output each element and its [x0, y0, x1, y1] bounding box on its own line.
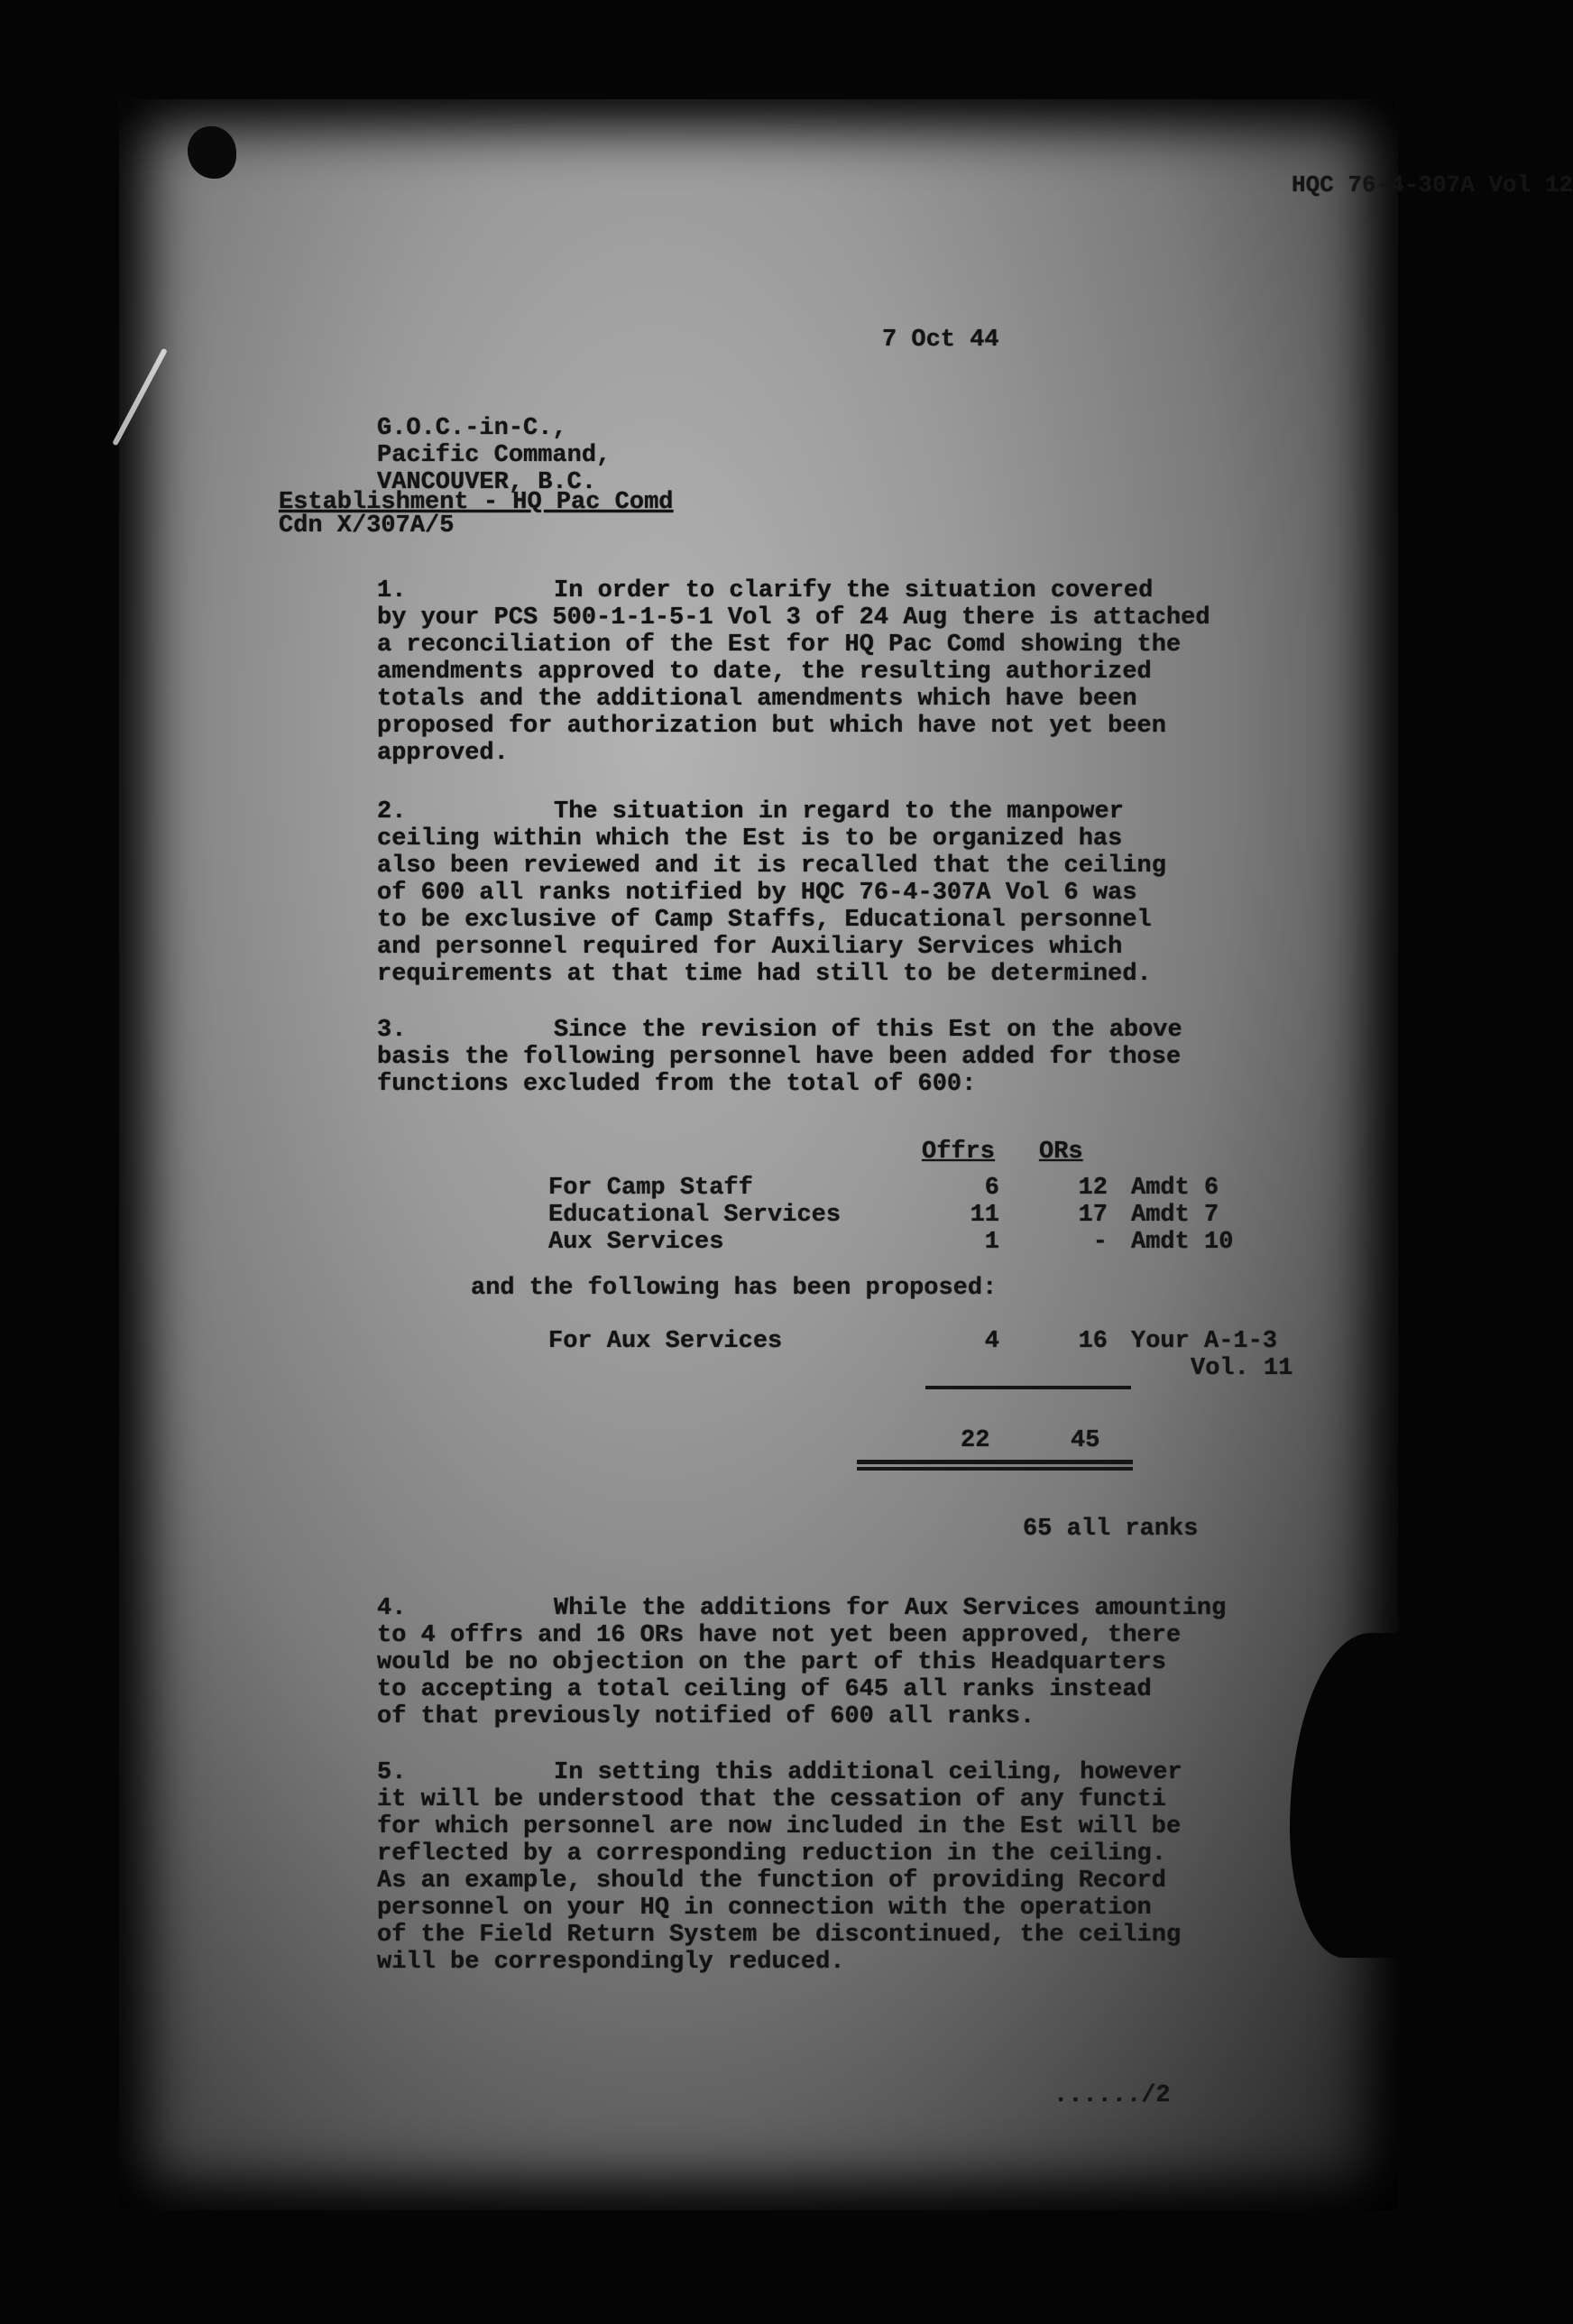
- paragraph-line: basis the following personnel have been added for those: [377, 1044, 1182, 1071]
- subject-title: Establishment - HQ Pac Comd: [279, 489, 674, 516]
- table-row: [548, 1175, 1450, 1202]
- punch-hole: [188, 126, 236, 179]
- torn-edge: [1290, 1633, 1425, 1958]
- paragraph-line: of 600 all ranks notified by HQC 76-4-307A Vol 6 was: [377, 880, 1137, 907]
- paragraph-1: [377, 577, 1210, 767]
- row-ors: 16: [1078, 1328, 1108, 1355]
- double-rule-bottom: [857, 1467, 1133, 1471]
- paragraph-line: As an example, should the function of providing Record: [377, 1868, 1166, 1895]
- paragraph-line: totals and the additional amendments which have been: [377, 686, 1137, 713]
- paragraph-line: and personnel required for Auxiliary Services which: [377, 934, 1123, 961]
- double-rule-top: [857, 1460, 1133, 1464]
- column-header-ors: ORs: [1039, 1139, 1083, 1166]
- paragraph-line: Since the revision of this Est on the above: [554, 1017, 1182, 1044]
- paragraph-line: proposed for authorization but which have not yet been: [377, 713, 1166, 740]
- paragraph-line: to 4 offrs and 16 ORs have not yet been approved, there: [377, 1622, 1182, 1649]
- row-reference-line2: Vol. 11: [1191, 1355, 1293, 1382]
- address-line: Pacific Command,: [377, 442, 612, 469]
- paragraph-line: to accepting a total ceiling of 645 all ranks instead: [377, 1676, 1152, 1703]
- paragraph-line: also been reviewed and it is recalled that the ceiling: [377, 853, 1166, 880]
- paragraph-line: While the additions for Aux Services amounting: [554, 1595, 1227, 1622]
- address-line: G.O.C.-in-C.,: [377, 415, 567, 442]
- total-ors: 45: [1071, 1427, 1100, 1454]
- paragraph-number: 4.: [377, 1595, 407, 1622]
- sum-rule: [925, 1386, 1131, 1389]
- paragraph-line: amendments approved to date, the resulting authorized: [377, 659, 1152, 686]
- paragraph-line: by your PCS 500-1-1-5-1 Vol 3 of 24 Aug there is attached: [377, 604, 1210, 632]
- proposed-intro: and the following has been proposed:: [471, 1275, 998, 1302]
- address-block: [377, 415, 611, 496]
- column-header-offrs: Offrs: [922, 1139, 996, 1166]
- paragraph-line: to be exclusive of Camp Staffs, Educational personnel: [377, 907, 1152, 934]
- paragraph-4: [377, 1595, 1226, 1730]
- paragraph-line: ceiling within which the Est is to be organized has: [377, 825, 1123, 853]
- subject-reference: Cdn X/307A/5: [279, 512, 455, 540]
- row-label: For Aux Services: [548, 1328, 783, 1355]
- row-label: For Camp Staff: [548, 1175, 753, 1202]
- paragraph-line: In setting this additional ceiling, however: [554, 1759, 1182, 1786]
- paragraph-line: will be correspondingly reduced.: [377, 1949, 845, 1976]
- paragraph-2: [377, 798, 1166, 988]
- paragraph-number: 2.: [377, 798, 407, 825]
- row-offrs: 11: [970, 1202, 999, 1229]
- paragraph-5: [377, 1759, 1182, 1976]
- address-line: VANCOUVER, B.C.: [377, 469, 597, 496]
- paragraph-line: personnel on your HQ in connection with the operation: [377, 1895, 1152, 1922]
- file-reference: HQC 76-4-307A Vol 12: [1292, 171, 1573, 198]
- table-row-proposed: [548, 1328, 1450, 1355]
- paragraph-line: functions excluded from the total of 600:: [377, 1071, 977, 1098]
- row-reference: Amdt 10: [1131, 1229, 1234, 1256]
- row-ors: -: [1092, 1229, 1108, 1256]
- row-reference: Amdt 7: [1131, 1202, 1219, 1229]
- paragraph-line: The situation in regard to the manpower: [554, 798, 1124, 825]
- row-ors: 17: [1078, 1202, 1108, 1229]
- paragraph-number: 1.: [377, 577, 407, 604]
- paragraph-line: for which personnel are now included in the Est will be: [377, 1813, 1182, 1840]
- paragraph-line: a reconciliation of the Est for HQ Pac Comd showing the: [377, 632, 1182, 659]
- table-row: [548, 1229, 1450, 1256]
- paragraph-line: In order to clarify the situation covered: [554, 577, 1154, 604]
- paragraph-number: 3.: [377, 1017, 407, 1044]
- total-offrs: 22: [961, 1427, 990, 1454]
- row-offrs: 4: [984, 1328, 999, 1355]
- paragraph-line: approved.: [377, 740, 509, 767]
- row-label: Educational Services: [548, 1202, 842, 1229]
- row-reference: Amdt 6: [1131, 1175, 1219, 1202]
- table-row: [548, 1202, 1450, 1229]
- table-row-continuation: [548, 1355, 1450, 1382]
- row-offrs: 6: [984, 1175, 999, 1202]
- document-page: [119, 99, 1573, 2210]
- paragraph-line: it will be understood that the cessation of any functi: [377, 1786, 1166, 1813]
- continuation-marker: ....../2: [1053, 2082, 1171, 2109]
- all-ranks-total: 65 all ranks: [1023, 1516, 1199, 1543]
- paragraph-line: of that previously notified of 600 all ranks.: [377, 1703, 1035, 1730]
- row-offrs: 1: [984, 1229, 999, 1256]
- paragraph-line: would be no objection on the part of this Headquarters: [377, 1649, 1166, 1676]
- paragraph-line: of the Field Return System be discontinued, the ceiling: [377, 1922, 1182, 1949]
- row-label: Aux Services: [548, 1229, 724, 1256]
- row-reference: Your A-1-3: [1131, 1328, 1278, 1355]
- letter-date: 7 Oct 44: [882, 327, 999, 354]
- pencil-mark: [112, 348, 168, 447]
- paragraph-line: reflected by a corresponding reduction in the ceiling.: [377, 1840, 1166, 1868]
- paragraph-line: requirements at that time had still to be determined.: [377, 961, 1152, 988]
- row-ors: 12: [1078, 1175, 1108, 1202]
- paragraph-3: [377, 1017, 1182, 1098]
- paragraph-number: 5.: [377, 1759, 407, 1786]
